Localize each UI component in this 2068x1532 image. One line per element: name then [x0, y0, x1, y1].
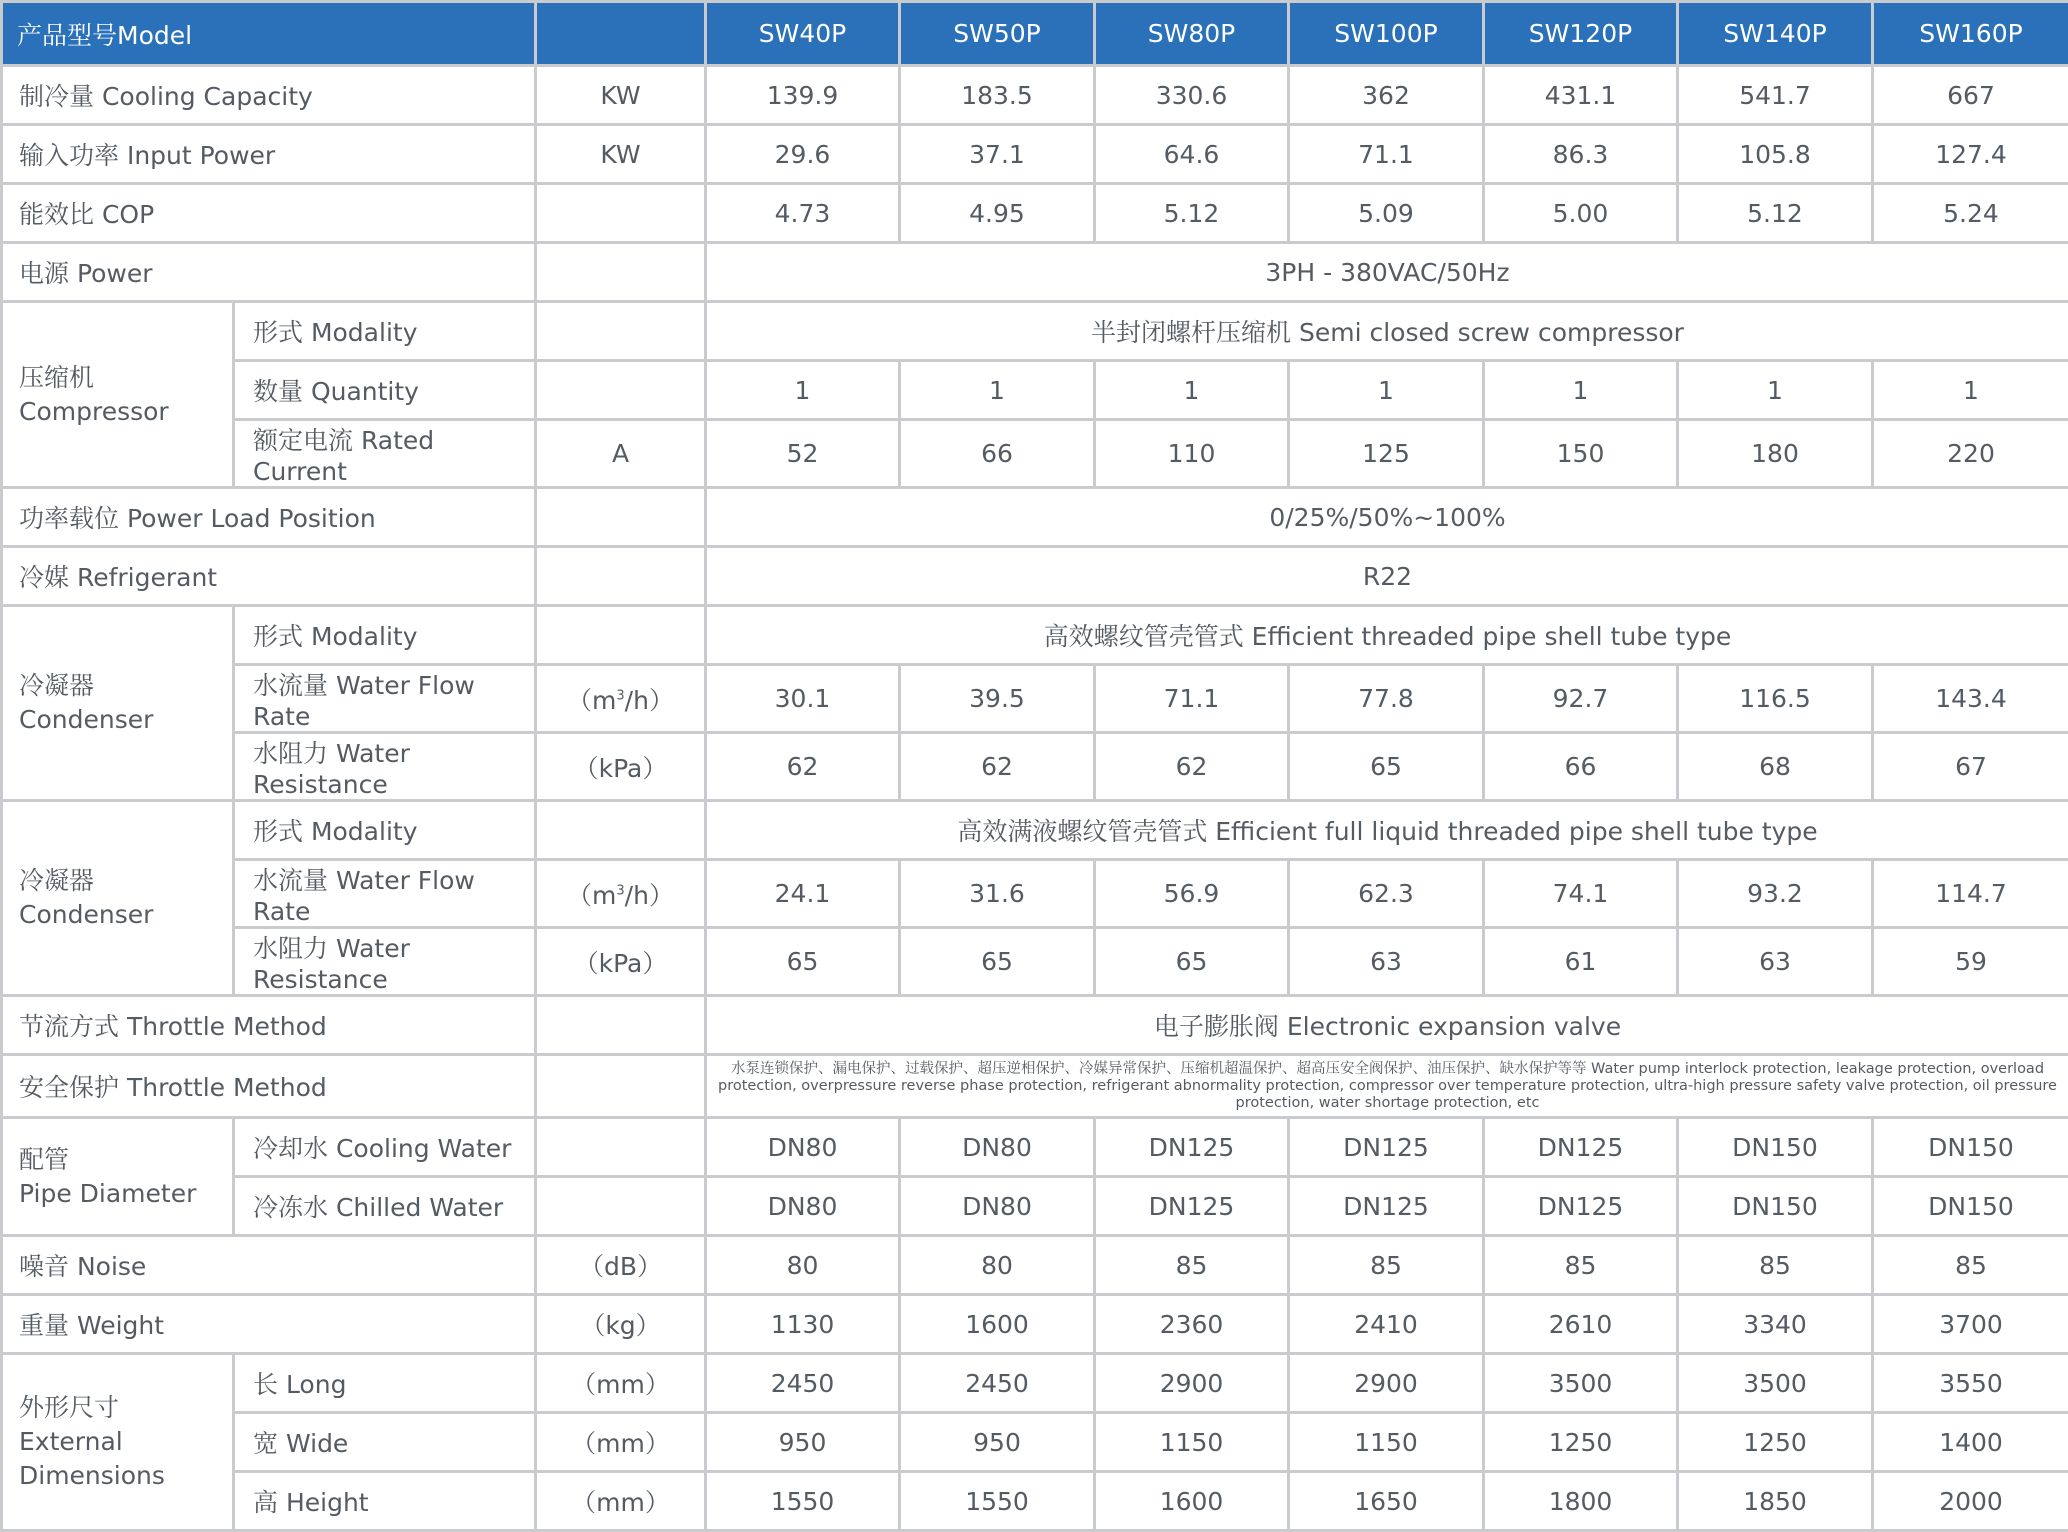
- value-cell: 3340: [1678, 1295, 1873, 1354]
- value-cell: 85: [1873, 1236, 2068, 1295]
- value-cell: 950: [706, 1413, 900, 1472]
- row-label: 重量 Weight: [2, 1295, 536, 1354]
- value-cell: 1: [1678, 361, 1873, 420]
- value-cell: 3700: [1873, 1295, 2068, 1354]
- value-cell: 116.5: [1678, 665, 1873, 733]
- group-label-condenser: [2, 606, 234, 801]
- group-label-cn: 配管: [19, 1143, 232, 1177]
- unit-superscript: 3: [616, 883, 624, 898]
- value-cell: 64.6: [1095, 125, 1289, 184]
- group-label-compressor: [2, 302, 234, 488]
- sub-row-label: 长 Long: [234, 1354, 536, 1413]
- unit-cell: [536, 801, 706, 860]
- value-cell: 80: [706, 1236, 900, 1295]
- value-cell: 2900: [1289, 1354, 1484, 1413]
- sub-row-label: 数量 Quantity: [234, 361, 536, 420]
- value-cell: 220: [1873, 420, 2068, 488]
- row-cop: [2, 184, 2068, 243]
- unit-cell: （mm）: [536, 1413, 706, 1472]
- value-cell: 62: [1095, 733, 1289, 801]
- header-row: [2, 2, 2068, 66]
- sub-row-label: 宽 Wide: [234, 1413, 536, 1472]
- value-cell: 1850: [1678, 1472, 1873, 1531]
- sub-row-label: 水阻力 Water Resistance: [234, 928, 536, 996]
- value-cell: 1600: [900, 1295, 1095, 1354]
- value-cell: DN80: [706, 1118, 900, 1177]
- value-cell: 85: [1678, 1236, 1873, 1295]
- row-label: 能效比 COP: [2, 184, 536, 243]
- unit-cell: [536, 302, 706, 361]
- value-cell: 52: [706, 420, 900, 488]
- merged-value-cell: 0/25%/50%~100%: [706, 488, 2068, 547]
- value-cell: 62: [900, 733, 1095, 801]
- value-cell: 1130: [706, 1295, 900, 1354]
- unit-cell: （kg）: [536, 1295, 706, 1354]
- value-cell: 24.1: [706, 860, 900, 928]
- merged-value-cell: R22: [706, 547, 2068, 606]
- row-label: 冷媒 Refrigerant: [2, 547, 536, 606]
- value-cell: 80: [900, 1236, 1095, 1295]
- value-cell: 39.5: [900, 665, 1095, 733]
- value-cell: DN150: [1678, 1177, 1873, 1236]
- group-label-en: Compressor: [19, 395, 232, 429]
- unit-cell: KW: [536, 125, 706, 184]
- value-cell: 63: [1289, 928, 1484, 996]
- group-label-en: Pipe Diameter: [19, 1177, 232, 1211]
- value-cell: DN80: [900, 1118, 1095, 1177]
- value-cell: 65: [1289, 733, 1484, 801]
- row-condenser1-flow: [2, 665, 2068, 733]
- value-cell: 62.3: [1289, 860, 1484, 928]
- row-dims-wide: [2, 1413, 2068, 1472]
- group-label-cn: 外形尺寸: [19, 1391, 232, 1425]
- merged-value-cell: 电子膨胀阀 Electronic expansion valve: [706, 996, 2068, 1055]
- row-label: 噪音 Noise: [2, 1236, 536, 1295]
- row-label: 制冷量 Cooling Capacity: [2, 66, 536, 125]
- value-cell: DN150: [1873, 1177, 2068, 1236]
- merged-value-cell: 半封闭螺杆压缩机 Semi closed screw compressor: [706, 302, 2068, 361]
- unit-cell: [536, 665, 706, 733]
- value-cell: 2360: [1095, 1295, 1289, 1354]
- value-cell: 85: [1484, 1236, 1678, 1295]
- value-cell: 66: [900, 420, 1095, 488]
- unit-superscript: 3: [616, 688, 624, 703]
- row-refrigerant: [2, 547, 2068, 606]
- value-cell: 85: [1095, 1236, 1289, 1295]
- row-pipe-chilled: [2, 1177, 2068, 1236]
- row-condenser1-resistance: [2, 733, 2068, 801]
- group-label-condenser: [2, 801, 234, 996]
- value-cell: 2450: [706, 1354, 900, 1413]
- value-cell: 1250: [1678, 1413, 1873, 1472]
- row-label: 功率载位 Power Load Position: [2, 488, 536, 547]
- group-label-en: Dimensions: [19, 1459, 232, 1493]
- value-cell: 56.9: [1095, 860, 1289, 928]
- value-cell: 127.4: [1873, 125, 2068, 184]
- unit-cell: KW: [536, 66, 706, 125]
- unit-cell: [536, 547, 706, 606]
- value-cell: 541.7: [1678, 66, 1873, 125]
- value-cell: DN125: [1095, 1118, 1289, 1177]
- value-cell: 68: [1678, 733, 1873, 801]
- model-header: SW160P: [1873, 2, 2068, 66]
- value-cell: 3500: [1678, 1354, 1873, 1413]
- unit-cell: [536, 361, 706, 420]
- row-label: 输入功率 Input Power: [2, 125, 536, 184]
- value-cell: 4.73: [706, 184, 900, 243]
- group-label-dimensions: [2, 1354, 234, 1531]
- value-cell: 667: [1873, 66, 2068, 125]
- group-label-en: External: [19, 1425, 232, 1459]
- model-header: SW100P: [1289, 2, 1484, 66]
- model-header: SW140P: [1678, 2, 1873, 66]
- row-power-load: [2, 488, 2068, 547]
- value-cell: 30.1: [706, 665, 900, 733]
- sub-row-label: 形式 Modality: [234, 606, 536, 665]
- value-cell: 5.12: [1095, 184, 1289, 243]
- value-cell: 71.1: [1095, 665, 1289, 733]
- row-noise: [2, 1236, 2068, 1295]
- unit-cell: [536, 860, 706, 928]
- value-cell: 1: [1484, 361, 1678, 420]
- value-cell: 143.4: [1873, 665, 2068, 733]
- sub-row-label: 形式 Modality: [234, 302, 536, 361]
- value-cell: 2000: [1873, 1472, 2068, 1531]
- value-cell: DN125: [1289, 1177, 1484, 1236]
- value-cell: 86.3: [1484, 125, 1678, 184]
- group-label-cn: 冷凝器: [19, 864, 232, 898]
- value-cell: 67: [1873, 733, 2068, 801]
- sub-row-label: 水阻力 Water Resistance: [234, 733, 536, 801]
- value-cell: 5.12: [1678, 184, 1873, 243]
- value-cell: 114.7: [1873, 860, 2068, 928]
- value-cell: 1: [706, 361, 900, 420]
- value-cell: 362: [1289, 66, 1484, 125]
- unit-cell: [536, 184, 706, 243]
- value-cell: 950: [900, 1413, 1095, 1472]
- value-cell: 93.2: [1678, 860, 1873, 928]
- value-cell: 63: [1678, 928, 1873, 996]
- value-cell: 150: [1484, 420, 1678, 488]
- value-cell: 1650: [1289, 1472, 1484, 1531]
- value-cell: 2410: [1289, 1295, 1484, 1354]
- value-cell: 3550: [1873, 1354, 2068, 1413]
- value-cell: 1150: [1289, 1413, 1484, 1472]
- unit-cell: [536, 996, 706, 1055]
- group-label-pipe: [2, 1118, 234, 1236]
- row-condenser1-modality: [2, 606, 2068, 665]
- unit-cell: A: [536, 420, 706, 488]
- unit-cell: [536, 1177, 706, 1236]
- sub-row-label: 冷却水 Cooling Water: [234, 1118, 536, 1177]
- value-cell: 92.7: [1484, 665, 1678, 733]
- unit-cell: [536, 243, 706, 302]
- row-dims-long: [2, 1354, 2068, 1413]
- value-cell: DN80: [900, 1177, 1095, 1236]
- row-compressor-rated-current: [2, 420, 2068, 488]
- model-header: SW40P: [706, 2, 900, 66]
- unit-text: （m: [567, 881, 616, 910]
- row-weight: [2, 1295, 2068, 1354]
- group-label-cn: 冷凝器: [19, 669, 232, 703]
- row-condenser2-flow: [2, 860, 2068, 928]
- value-cell: 1550: [706, 1472, 900, 1531]
- model-header: SW50P: [900, 2, 1095, 66]
- value-cell: 105.8: [1678, 125, 1873, 184]
- model-header-label: 产品型号Model: [2, 2, 536, 66]
- unit-cell: [536, 606, 706, 665]
- value-cell: 74.1: [1484, 860, 1678, 928]
- merged-value-cell: 水泵连锁保护、漏电保护、过载保护、超压逆相保护、冷媒异常保护、压缩机超温保护、超高压安全阀保护、油压保护、缺水保护等等 Water pump interlock protection, leakage protection, overload protection, overpressure reverse phase protection, refrigerant abnormality protection, compressor over temperature protection, ultra-high pressure safety valve protection, oil pressure protection, water shortage protection, etc: [706, 1055, 2068, 1118]
- merged-value-cell: 高效螺纹管壳管式 Efficient threaded pipe shell tube type: [706, 606, 2068, 665]
- value-cell: DN150: [1678, 1118, 1873, 1177]
- value-cell: 139.9: [706, 66, 900, 125]
- row-label: 电源 Power: [2, 243, 536, 302]
- sub-row-label: 额定电流 Rated Current: [234, 420, 536, 488]
- value-cell: 1250: [1484, 1413, 1678, 1472]
- value-cell: 110: [1095, 420, 1289, 488]
- value-cell: 125: [1289, 420, 1484, 488]
- value-cell: 65: [706, 928, 900, 996]
- value-cell: 31.6: [900, 860, 1095, 928]
- value-cell: 5.09: [1289, 184, 1484, 243]
- value-cell: 5.24: [1873, 184, 2068, 243]
- value-cell: 71.1: [1289, 125, 1484, 184]
- value-cell: 1: [1289, 361, 1484, 420]
- group-label-en: Condenser: [19, 703, 232, 737]
- value-cell: 2610: [1484, 1295, 1678, 1354]
- value-cell: DN80: [706, 1177, 900, 1236]
- value-cell: 431.1: [1484, 66, 1678, 125]
- value-cell: 1: [1873, 361, 2068, 420]
- row-condenser2-modality: [2, 801, 2068, 860]
- unit-cell: [536, 1055, 706, 1118]
- unit-cell: （mm）: [536, 1354, 706, 1413]
- sub-row-label: 水流量 Water Flow Rate: [234, 665, 536, 733]
- row-condenser2-resistance: [2, 928, 2068, 996]
- unit-text: /h）: [625, 686, 674, 715]
- row-label: 节流方式 Throttle Method: [2, 996, 536, 1055]
- unit-cell: （mm）: [536, 1472, 706, 1531]
- value-cell: 62: [706, 733, 900, 801]
- unit-cell: [536, 1118, 706, 1177]
- value-cell: 3500: [1484, 1354, 1678, 1413]
- value-cell: DN125: [1484, 1118, 1678, 1177]
- value-cell: 61: [1484, 928, 1678, 996]
- row-throttle: [2, 996, 2068, 1055]
- sub-row-label: 高 Height: [234, 1472, 536, 1531]
- value-cell: DN125: [1289, 1118, 1484, 1177]
- group-label-cn: 压缩机: [19, 361, 232, 395]
- value-cell: 1: [900, 361, 1095, 420]
- value-cell: 2450: [900, 1354, 1095, 1413]
- value-cell: 1400: [1873, 1413, 2068, 1472]
- value-cell: 5.00: [1484, 184, 1678, 243]
- unit-text: （m: [567, 686, 616, 715]
- row-compressor-quantity: [2, 361, 2068, 420]
- value-cell: 77.8: [1289, 665, 1484, 733]
- value-cell: 59: [1873, 928, 2068, 996]
- sub-row-label: 冷冻水 Chilled Water: [234, 1177, 536, 1236]
- merged-value-cell: 3PH - 380VAC/50Hz: [706, 243, 2068, 302]
- value-cell: 1800: [1484, 1472, 1678, 1531]
- row-cooling-capacity: [2, 66, 2068, 125]
- value-cell: 1: [1095, 361, 1289, 420]
- unit-cell: （dB）: [536, 1236, 706, 1295]
- value-cell: 2900: [1095, 1354, 1289, 1413]
- model-header: SW120P: [1484, 2, 1678, 66]
- unit-cell: （kPa）: [536, 928, 706, 996]
- value-cell: 37.1: [900, 125, 1095, 184]
- value-cell: 1600: [1095, 1472, 1289, 1531]
- row-compressor-modality: [2, 302, 2068, 361]
- row-label: 安全保护 Throttle Method: [2, 1055, 536, 1118]
- value-cell: DN125: [1095, 1177, 1289, 1236]
- value-cell: DN150: [1873, 1118, 2068, 1177]
- sub-row-label: 水流量 Water Flow Rate: [234, 860, 536, 928]
- value-cell: 66: [1484, 733, 1678, 801]
- value-cell: 65: [1095, 928, 1289, 996]
- row-power: [2, 243, 2068, 302]
- value-cell: 65: [900, 928, 1095, 996]
- row-input-power: [2, 125, 2068, 184]
- value-cell: 4.95: [900, 184, 1095, 243]
- unit-text: /h）: [625, 881, 674, 910]
- group-label-en: Condenser: [19, 898, 232, 932]
- model-header: SW80P: [1095, 2, 1289, 66]
- value-cell: DN125: [1484, 1177, 1678, 1236]
- sub-row-label: 形式 Modality: [234, 801, 536, 860]
- value-cell: 29.6: [706, 125, 900, 184]
- header-unit-cell: [536, 2, 706, 66]
- value-cell: 1550: [900, 1472, 1095, 1531]
- merged-value-cell: 高效满液螺纹管壳管式 Efficient full liquid threaded pipe shell tube type: [706, 801, 2068, 860]
- row-pipe-cooling: [2, 1118, 2068, 1177]
- value-cell: 180: [1678, 420, 1873, 488]
- value-cell: 183.5: [900, 66, 1095, 125]
- value-cell: 330.6: [1095, 66, 1289, 125]
- row-safety: [2, 1055, 2068, 1118]
- unit-cell: [536, 488, 706, 547]
- value-cell: 85: [1289, 1236, 1484, 1295]
- unit-cell: （kPa）: [536, 733, 706, 801]
- row-dims-height: [2, 1472, 2068, 1531]
- value-cell: 1150: [1095, 1413, 1289, 1472]
